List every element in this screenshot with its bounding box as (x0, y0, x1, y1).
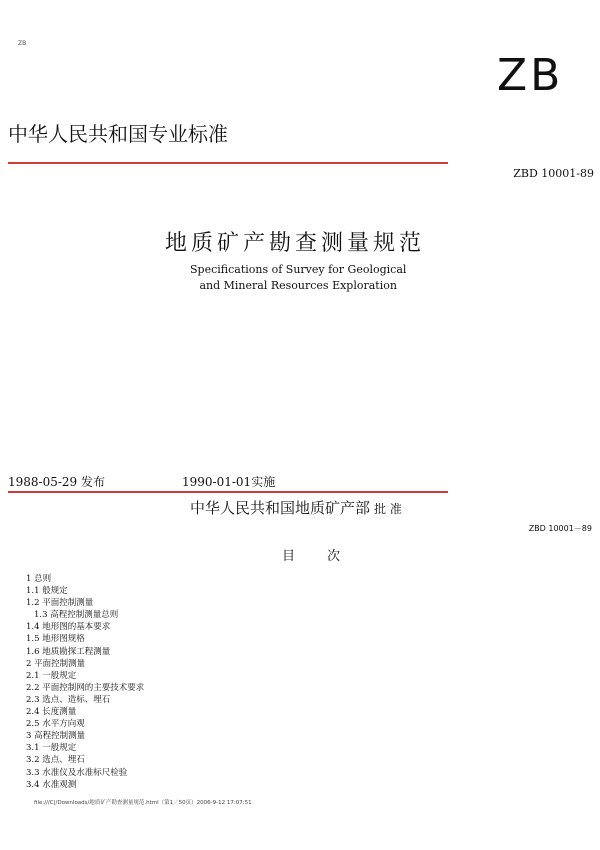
footer-divider (8, 491, 448, 493)
zb-logo: ZB (497, 50, 564, 101)
toc-item[interactable]: 2 平面控制测量 (26, 658, 86, 669)
toc-item[interactable]: 1.5 地形图规格 (26, 634, 85, 645)
toc-item[interactable]: 2.2 平面控制网的主要技术要求 (26, 682, 145, 693)
approver-suffix: 批 准 (374, 502, 402, 516)
document-title-chinese: 地质矿产勘查测量规范 (165, 231, 426, 256)
approver-name: 中华人民共和国地质矿产部 (190, 499, 371, 517)
toc-item[interactable]: 3 高程控制测量 (26, 731, 86, 742)
toc-item[interactable]: 1.4 地形图的基本要求 (26, 622, 111, 633)
toc-item[interactable]: 1.6 地质勘探工程测量 (26, 646, 111, 657)
release-date: 1988-05-29 发布 (8, 475, 106, 489)
toc-item[interactable]: 3.2 选点、埋石 (26, 755, 85, 766)
toc-item[interactable]: 2.3 选点、造标、埋石 (26, 694, 111, 705)
effective-date: 1990-01-01实施 (182, 475, 276, 489)
toc-standard-code: ZBD 10001－89 (528, 524, 592, 533)
toc-item[interactable]: 3.3 水准仪及水准标尺检验 (26, 767, 128, 778)
toc-item[interactable]: 2.5 水平方向观 (26, 719, 85, 730)
english-title-line-1: Specifications of Survey for Geological (190, 263, 407, 276)
english-title-line-2: and Mineral Resources Exploration (199, 279, 397, 292)
header-divider (8, 162, 448, 164)
approver (190, 497, 402, 518)
table-of-contents (26, 573, 144, 791)
toc-item[interactable]: 1.1 般规定 (26, 586, 68, 597)
toc-item[interactable]: 3.1 一般规定 (26, 743, 77, 754)
toc-item[interactable]: 1.3 高程控制测量总则 (34, 610, 119, 621)
toc-item[interactable]: 2.1 一般规定 (26, 670, 77, 681)
toc-item[interactable]: 2.4 长度测量 (26, 707, 77, 718)
standard-category: 中华人民共和国专业标准 (8, 122, 228, 146)
header-small-code: ZB (18, 40, 27, 47)
document-title-english (190, 262, 406, 294)
page-footer-path: file:///C|/Downloads/地质矿产勘查测量规范.html（第1／50页）2006-9-12 17:07:51 (34, 800, 252, 806)
toc-item[interactable]: 1.2 平面控制测量 (26, 598, 94, 609)
toc-item[interactable]: 1 总则 (26, 574, 52, 584)
toc-title: 目 次 (282, 549, 355, 564)
standard-code: ZBD 10001-89 (513, 167, 594, 180)
toc-item[interactable]: 3.4 水准观测 (26, 779, 77, 790)
